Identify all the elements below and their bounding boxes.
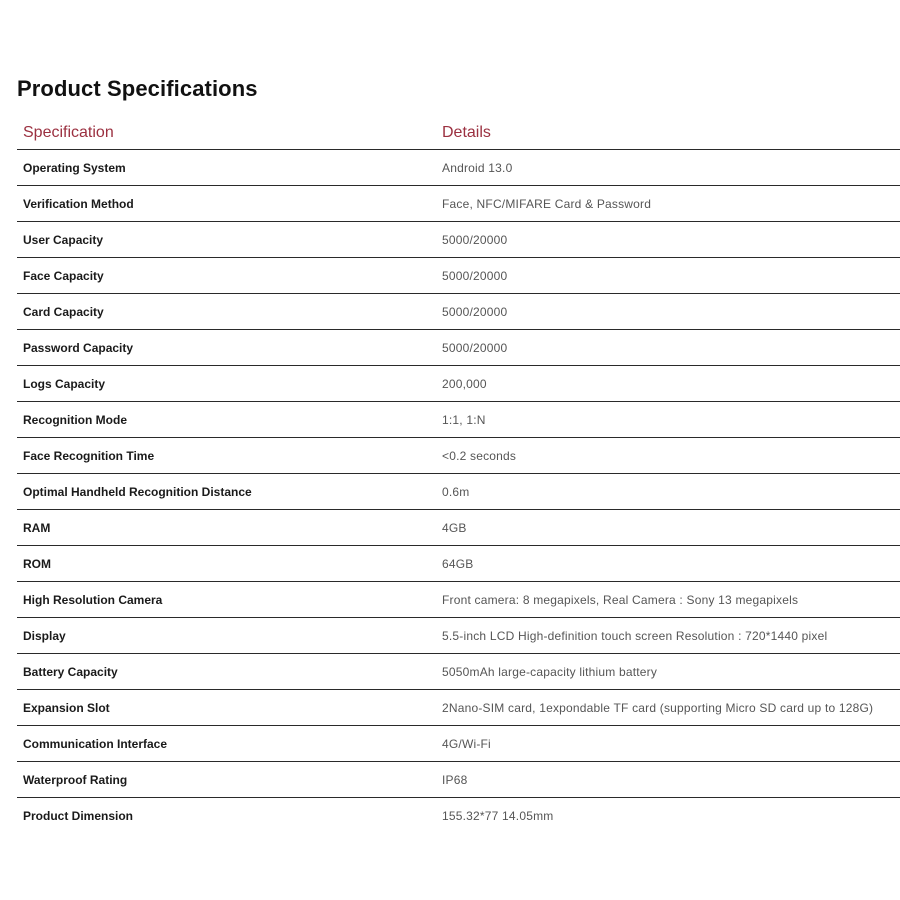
table-row [17, 150, 900, 186]
spec-value-cell: 155.32*77 14.05mm [442, 808, 554, 823]
spec-name-cell: User Capacity [17, 222, 436, 258]
spec-name-cell: Optimal Handheld Recognition Distance [17, 474, 436, 510]
table-row [17, 438, 900, 474]
spec-name-cell: Display [17, 618, 436, 654]
table-row [17, 474, 900, 510]
table-row [17, 402, 900, 438]
spec-value-cell: 5000/20000 [436, 222, 900, 258]
table-row [17, 690, 900, 726]
spec-name-cell: ROM [17, 546, 436, 582]
spec-name-cell: Operating System [17, 150, 436, 186]
table-row [17, 222, 900, 258]
table-row [17, 582, 900, 618]
spec-value-cell: Android 13.0 [436, 150, 900, 186]
spec-value-cell: 4GB [436, 510, 900, 546]
spec-value-cell: 5000/20000 [436, 294, 900, 330]
table-row [17, 726, 900, 762]
spec-value-cell: 5000/20000 [436, 330, 900, 366]
table-header-row [17, 116, 900, 150]
spec-name-cell: Battery Capacity [17, 654, 436, 690]
spec-value-cell: 5050mAh large-capacity lithium battery [436, 654, 900, 690]
spec-value-cell: 0.6m [436, 474, 900, 510]
spec-name-cell: Communication Interface [17, 726, 436, 762]
spec-name-cell: Recognition Mode [17, 402, 436, 438]
table-row [17, 330, 900, 366]
spec-value-cell: 5.5-inch LCD High-definition touch screen Resolution : 720*1440 pixel [436, 618, 900, 654]
column-header-details: Details [436, 116, 900, 150]
spec-name-cell: Face Capacity [17, 258, 436, 294]
table-row [17, 366, 900, 402]
spec-name-cell: Password Capacity [17, 330, 436, 366]
table-row [17, 294, 900, 330]
spec-value-cell: IP68 [436, 762, 900, 798]
spec-value-cell: 200,000 [436, 366, 900, 402]
spec-name-cell: Waterproof Rating [17, 762, 436, 798]
spec-name-cell: Product Dimension [23, 808, 134, 823]
spec-value-cell: 2Nano-SIM card, 1expondable TF card (supporting Micro SD card up to 128G) [436, 690, 900, 726]
spec-name-cell: Card Capacity [17, 294, 436, 330]
table-row [17, 510, 900, 546]
table-row [17, 186, 900, 222]
column-header-specification: Specification [17, 116, 436, 150]
spec-name-cell: Face Recognition Time [17, 438, 436, 474]
spec-value-cell: 5000/20000 [436, 258, 900, 294]
spec-name-cell: Verification Method [17, 186, 436, 222]
spec-name-cell: High Resolution Camera [17, 582, 436, 618]
spec-name-cell: Logs Capacity [17, 366, 436, 402]
spec-table [17, 116, 900, 833]
spec-value-cell: 64GB [436, 546, 900, 582]
table-row [17, 546, 900, 582]
spec-name-cell: Expansion Slot [17, 690, 436, 726]
spec-value-cell: Face, NFC/MIFARE Card & Password [436, 186, 900, 222]
table-row [17, 654, 900, 690]
spec-value-cell: <0.2 seconds [436, 438, 900, 474]
spec-value-cell: 1:1, 1:N [436, 402, 900, 438]
page-title: Product Specifications [17, 76, 258, 101]
table-row [17, 618, 900, 654]
table-row [17, 798, 900, 834]
spec-name-cell: RAM [17, 510, 436, 546]
spec-value-cell: Front camera: 8 megapixels, Real Camera : Sony 13 megapixels [436, 582, 900, 618]
spec-rows [17, 150, 900, 834]
table-row [17, 258, 900, 294]
spec-value-cell: 4G/Wi-Fi [436, 726, 900, 762]
table-row [17, 762, 900, 798]
